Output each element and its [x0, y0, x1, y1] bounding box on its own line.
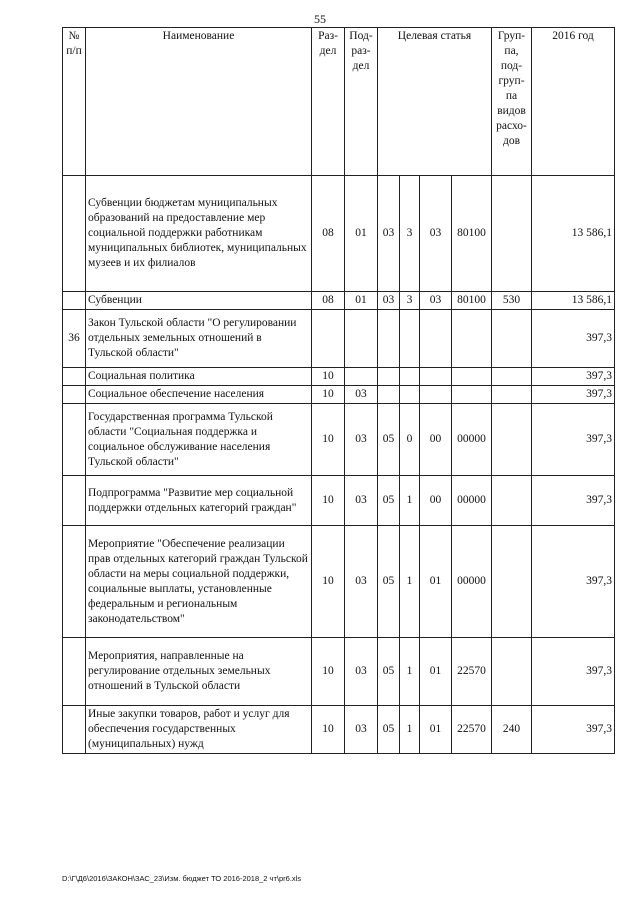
- row-expense-group: [492, 310, 532, 368]
- row-name: Мероприятия, направленные на регулирование отдельных земельных отношений в Тульской области: [86, 638, 312, 706]
- header-section: Раз- дел: [312, 28, 345, 176]
- row-amount: 397,3: [532, 706, 615, 754]
- row-amount: 397,3: [532, 638, 615, 706]
- row-amount: 397,3: [532, 404, 615, 476]
- budget-table: [62, 27, 615, 754]
- row-amount: 397,3: [532, 368, 615, 386]
- row-name: Подпрограмма "Развитие мер социальной поддержки отдельных категорий граждан": [86, 476, 312, 526]
- row-name: Субвенции бюджетам муниципальных образований на предоставление мер социальной поддержки работникам муниципальных библиотек, муниципальных музеев и их филиалов: [86, 176, 312, 292]
- row-subsection: 03: [345, 638, 378, 706]
- row-expense-group: [492, 368, 532, 386]
- row-target-event: 03: [420, 176, 452, 292]
- row-number: 36: [63, 310, 86, 368]
- table-row: [63, 368, 615, 386]
- table-row: [63, 638, 615, 706]
- table-row: [63, 292, 615, 310]
- row-target-subprogram: [400, 386, 420, 404]
- row-target-direction: 00000: [452, 404, 492, 476]
- row-section: 08: [312, 292, 345, 310]
- row-target-subprogram: 1: [400, 706, 420, 754]
- row-number: [63, 526, 86, 638]
- row-target-direction: 22570: [452, 638, 492, 706]
- row-name: Закон Тульской области "О регулировании отдельных земельных отношений в Тульской области": [86, 310, 312, 368]
- page-number: 55: [314, 12, 326, 26]
- row-target-program: 05: [378, 526, 400, 638]
- row-section: 10: [312, 638, 345, 706]
- row-subsection: [345, 310, 378, 368]
- row-name: Социальное обеспечение населения: [86, 386, 312, 404]
- row-target-event: 03: [420, 292, 452, 310]
- row-name: Социальная политика: [86, 368, 312, 386]
- row-amount: 397,3: [532, 310, 615, 368]
- row-target-direction: 00000: [452, 476, 492, 526]
- row-target-program: [378, 368, 400, 386]
- row-target-program: 05: [378, 638, 400, 706]
- row-target-subprogram: 1: [400, 638, 420, 706]
- row-section: 08: [312, 176, 345, 292]
- row-target-event: [420, 386, 452, 404]
- row-section: 10: [312, 526, 345, 638]
- row-target-program: [378, 386, 400, 404]
- row-target-subprogram: [400, 368, 420, 386]
- row-number: [63, 176, 86, 292]
- row-number: [63, 476, 86, 526]
- table-row: [63, 176, 615, 292]
- row-name: Государственная программа Тульской области "Социальная поддержка и социальное обслуживание населения Тульской области": [86, 404, 312, 476]
- table-row: [63, 476, 615, 526]
- row-section: 10: [312, 386, 345, 404]
- row-target-subprogram: 3: [400, 292, 420, 310]
- row-target-event: 00: [420, 476, 452, 526]
- row-section: 10: [312, 706, 345, 754]
- row-amount: 397,3: [532, 526, 615, 638]
- table-row: [63, 706, 615, 754]
- header-target: Целевая статья: [378, 28, 492, 176]
- row-expense-group: [492, 404, 532, 476]
- row-amount: 397,3: [532, 476, 615, 526]
- row-amount: 13 586,1: [532, 176, 615, 292]
- row-section: 10: [312, 404, 345, 476]
- row-target-event: [420, 368, 452, 386]
- row-target-program: 05: [378, 706, 400, 754]
- row-subsection: 03: [345, 476, 378, 526]
- row-target-direction: [452, 310, 492, 368]
- row-target-event: 01: [420, 526, 452, 638]
- row-target-direction: 22570: [452, 706, 492, 754]
- row-section: 10: [312, 368, 345, 386]
- row-target-event: 01: [420, 638, 452, 706]
- header-num: № п/п: [63, 28, 86, 176]
- table-row: [63, 386, 615, 404]
- header-row: [63, 28, 615, 176]
- row-number: [63, 368, 86, 386]
- row-number: [63, 292, 86, 310]
- header-name: Наименование: [86, 28, 312, 176]
- row-target-event: 00: [420, 404, 452, 476]
- row-target-program: 03: [378, 292, 400, 310]
- row-section: [312, 310, 345, 368]
- row-subsection: 03: [345, 386, 378, 404]
- row-target-program: 05: [378, 476, 400, 526]
- footer-file-path: D:\Г\Д6\2016\ЗАКОН\ЗАС_23\Изм. бюджет ТО 2016-2018_2 чт\pr6.xls: [62, 874, 302, 883]
- table-row: [63, 526, 615, 638]
- row-subsection: 01: [345, 292, 378, 310]
- row-target-program: 05: [378, 404, 400, 476]
- row-target-direction: 00000: [452, 526, 492, 638]
- row-target-direction: [452, 368, 492, 386]
- row-target-direction: 80100: [452, 292, 492, 310]
- row-target-event: 01: [420, 706, 452, 754]
- row-target-program: [378, 310, 400, 368]
- row-target-program: 03: [378, 176, 400, 292]
- row-number: [63, 638, 86, 706]
- table-row: [63, 404, 615, 476]
- row-number: [63, 386, 86, 404]
- row-target-subprogram: 3: [400, 176, 420, 292]
- header-subsection: Под- раз- дел: [345, 28, 378, 176]
- row-expense-group: 530: [492, 292, 532, 310]
- row-subsection: 03: [345, 404, 378, 476]
- row-name: Мероприятие "Обеспечение реализации прав отдельных категорий граждан Тульской области на меры социальной поддержки, социальные выплаты, установленные федеральным и региональным законодательством": [86, 526, 312, 638]
- row-name: Иные закупки товаров, работ и услуг для обеспечения государственных (муниципальных) нужд: [86, 706, 312, 754]
- row-expense-group: [492, 638, 532, 706]
- row-target-subprogram: 0: [400, 404, 420, 476]
- header-year: 2016 год: [532, 28, 615, 176]
- row-subsection: 03: [345, 706, 378, 754]
- table-row: [63, 310, 615, 368]
- row-expense-group: [492, 176, 532, 292]
- row-section: 10: [312, 476, 345, 526]
- row-target-subprogram: 1: [400, 476, 420, 526]
- row-subsection: 03: [345, 526, 378, 638]
- row-amount: 13 586,1: [532, 292, 615, 310]
- row-expense-group: [492, 526, 532, 638]
- row-name: Субвенции: [86, 292, 312, 310]
- header-group: Груп- па, под- груп- па видов расхо- дов: [492, 28, 532, 176]
- row-target-subprogram: [400, 310, 420, 368]
- row-subsection: [345, 368, 378, 386]
- row-expense-group: [492, 386, 532, 404]
- row-number: [63, 404, 86, 476]
- row-amount: 397,3: [532, 386, 615, 404]
- row-target-subprogram: 1: [400, 526, 420, 638]
- row-subsection: 01: [345, 176, 378, 292]
- row-expense-group: 240: [492, 706, 532, 754]
- row-target-event: [420, 310, 452, 368]
- row-target-direction: 80100: [452, 176, 492, 292]
- row-target-direction: [452, 386, 492, 404]
- row-number: [63, 706, 86, 754]
- row-expense-group: [492, 476, 532, 526]
